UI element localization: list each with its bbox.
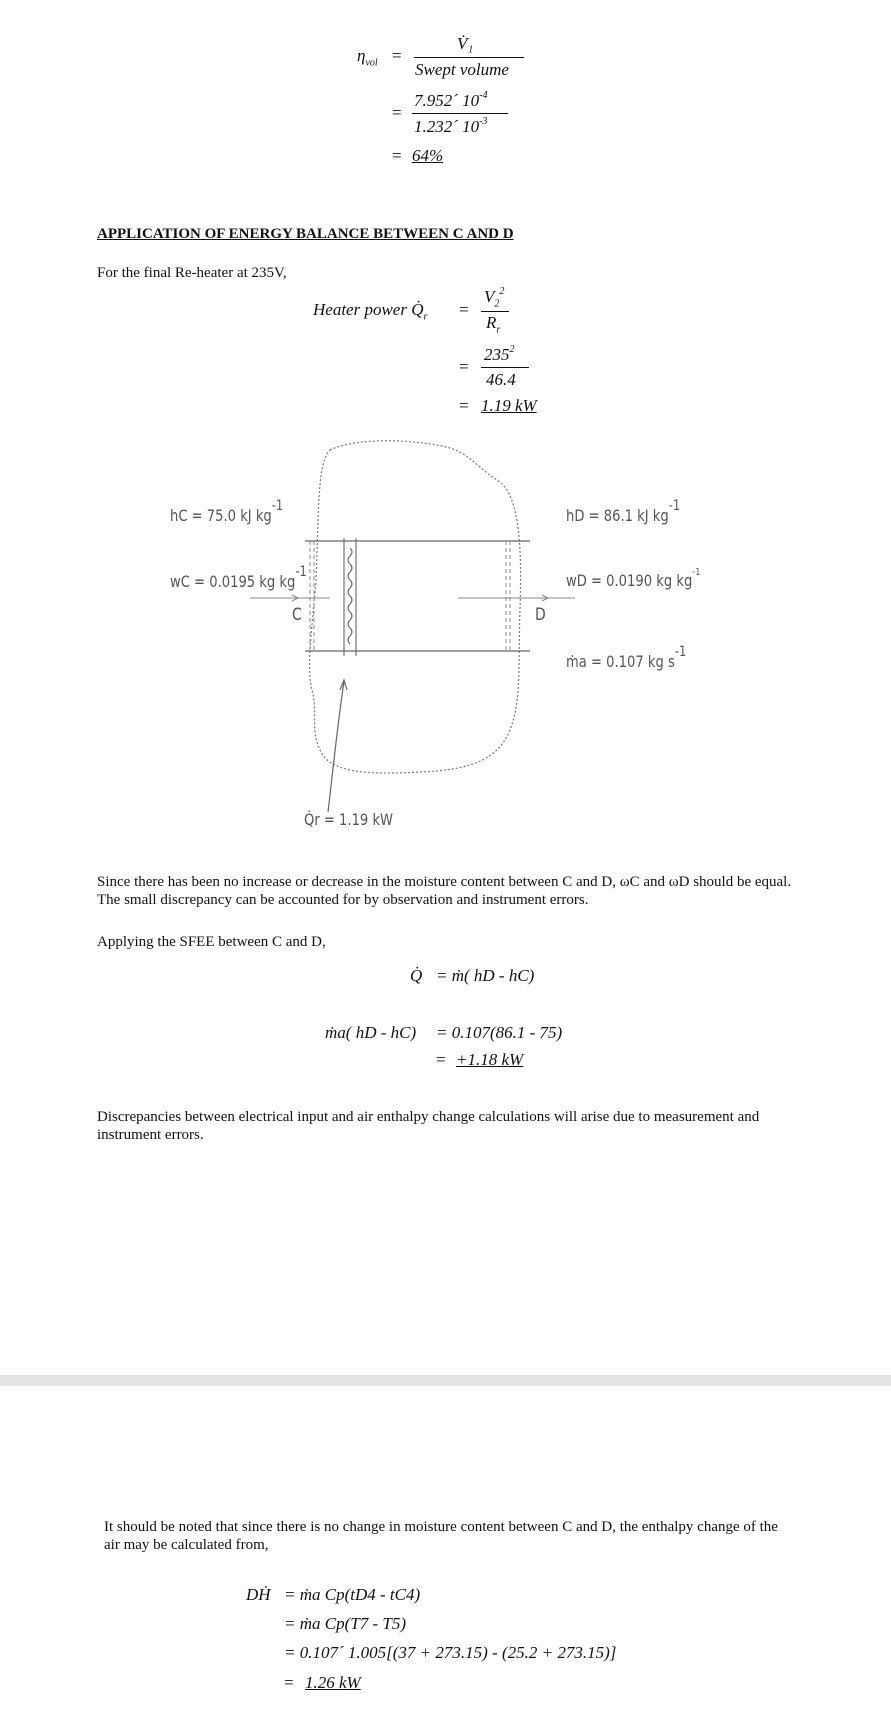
- label-d: D: [535, 605, 546, 625]
- vol-eff-den-value: 1.232´ $10^{-3}$: [414, 116, 488, 136]
- dh-line2: = ṁa Cp(T7 - T5): [284, 1614, 406, 1633]
- sfee-eq2-lhs: ṁa( hD - hC): [325, 1023, 417, 1042]
- control-volume-boundary: [309, 441, 520, 773]
- heater-result: 1.19 kW: [481, 396, 537, 415]
- heater-num-value: $235^2$: [484, 344, 515, 364]
- sfee-result: +1.18 kW: [456, 1050, 524, 1069]
- vol-eff-numerator: V̇₁: [457, 34, 474, 53]
- label-wd: wD = 0.0190 kg $kg^{-1}$: [566, 567, 701, 590]
- moisture-paragraph: Since there has been no increase or decrease in the moisture content between C and D, ωC and ωD should be equal. The small discrepancy can be accounted for by observation and instrument errors.: [97, 874, 792, 908]
- label-hd: hD = 86.1 kJ $kg^{-1}$: [566, 498, 681, 525]
- dh-line3: = 0.107´ 1.005[(37 + 273.15) - (25.2 + 273.15)]: [284, 1643, 617, 1662]
- section-heading: APPLICATION OF ENERGY BALANCE BETWEEN C AND D: [97, 226, 514, 242]
- enthalpy-paragraph: It should be noted that since there is no change in moisture content between C and D, the enthalpy change of the air may be calculated from,: [104, 1519, 778, 1553]
- label-qr: Q̇r = 1.19 kW: [304, 810, 394, 829]
- label-hc: hC = 75.0 kJ $kg^{-1}$: [170, 498, 284, 525]
- heater-denominator: $R_r$: [486, 313, 501, 336]
- heater-label: Heater power $Q̇_r$: [313, 300, 428, 323]
- vol-eff-denominator: Swept volume: [415, 60, 509, 79]
- dh-result: 1.26 kW: [305, 1673, 361, 1692]
- heater-den-value: 46.4: [486, 370, 516, 389]
- dh-line1: = ṁa Cp(tD4 - tC4): [284, 1585, 421, 1604]
- label-wc: wC = 0.0195 kg $kg^{-1}$: [170, 564, 307, 591]
- sfee-eq1-rhs: = ṁ( hD - hC): [436, 966, 535, 985]
- label-c: C: [292, 605, 302, 625]
- intro-text: For the final Re-heater at 235V,: [97, 265, 287, 281]
- sfee-eq1-lhs: Q̇: [410, 966, 423, 985]
- vol-eff-lhs: $\eta_{vol}$: [357, 46, 378, 69]
- vol-eff-result: 64%: [412, 146, 444, 165]
- discrepancy-paragraph: Discrepancies between electrical input and air enthalpy change calculations will arise due to measurement and instrument errors.: [97, 1109, 760, 1143]
- label-ma: ṁa = 0.107 kg $s^{-1}$: [566, 644, 687, 671]
- heat-input-arrow: [328, 682, 344, 812]
- reheater-diagram: [0, 430, 891, 850]
- vol-eff-num-value: 7.952´ $10^{-4}$: [414, 90, 488, 110]
- dh-lhs: DḢ: [246, 1585, 271, 1604]
- sfee-intro: Applying the SFEE between C and D,: [97, 934, 326, 950]
- heater-numerator: $V_2^2$: [484, 286, 505, 310]
- page-separator: [0, 1375, 891, 1386]
- heater-coil-icon: [348, 548, 352, 644]
- sfee-eq2-rhs: = 0.107(86.1 - 75): [436, 1023, 563, 1042]
